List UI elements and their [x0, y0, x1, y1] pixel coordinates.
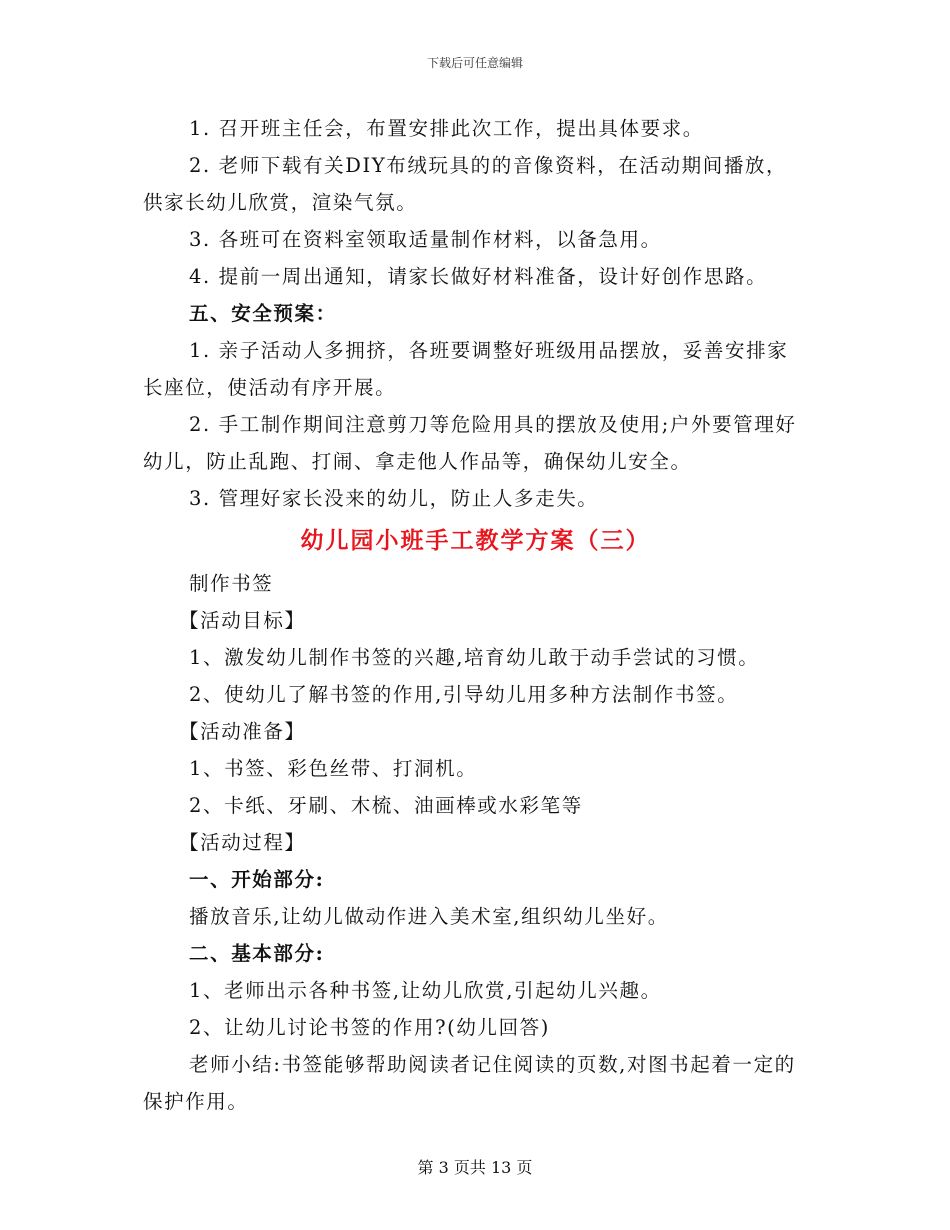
paragraph: 1、书签、彩色丝带、打洞机。	[189, 757, 478, 780]
paragraph: 播放音乐,让幼儿做动作进入美术室,组织幼儿坐好。	[189, 905, 669, 928]
subheading: 【活动过程】	[179, 831, 306, 854]
paragraph: 3. 管理好家长没来的幼儿，防止人多走失。	[189, 487, 599, 510]
paragraph: 4. 提前一周出通知，请家长做好材料准备，设计好创作思路。	[189, 265, 768, 288]
section-heading: 一、开始部分:	[189, 868, 325, 891]
paragraph: 老师小结:书签能够帮助阅读者记住阅读的页数,对图书起着一定的保护作用。	[143, 1053, 796, 1113]
header-note: 下载后可任意编辑	[426, 56, 523, 70]
paragraph: 2. 老师下载有关DIY布绒玩具的的音像资料，在活动期间播放，供家长幼儿欣赏，渲染气氛。	[143, 154, 788, 214]
subheading: 【活动准备】	[179, 720, 306, 743]
paragraph: 1、激发幼儿制作书签的兴趣,培育幼儿敢于动手尝试的习惯。	[189, 646, 760, 669]
section-heading: 二、基本部分:	[189, 942, 325, 965]
document-body	[143, 110, 808, 1120]
section-title: 幼儿园小班手工教学方案（三）	[300, 527, 651, 554]
paragraph: 3. 各班可在资料室领取适量制作材料，以备急用。	[189, 228, 662, 251]
paragraph: 1. 召开班主任会，布置安排此次工作，提出具体要求。	[189, 117, 704, 140]
paragraph: 2. 手工制作期间注意剪刀等危险用具的摆放及使用;户外要管理好幼儿，防止乱跑、打闹、拿走他人作品等，确保幼儿安全。	[143, 413, 797, 473]
paragraph: 制作书签	[189, 572, 274, 595]
paragraph: 2、卡纸、牙刷、木梳、油画棒或水彩笔等	[189, 794, 583, 817]
paragraph: 1、老师出示各种书签,让幼儿欣赏,引起幼儿兴趣。	[189, 979, 662, 1002]
paragraph: 2、让幼儿讨论书签的作用?(幼儿回答)	[189, 1016, 550, 1039]
section-heading: 五、安全预案：	[189, 302, 337, 325]
subheading: 【活动目标】	[179, 609, 306, 632]
paragraph: 2、使幼儿了解书签的作用,引导幼儿用多种方法制作书签。	[189, 683, 739, 706]
paragraph: 1. 亲子活动人多拥挤，各班要调整好班级用品摆放，妥善安排家长座位，使活动有序开展。	[143, 339, 789, 399]
page-number: 第 3 页共 13 页	[417, 1158, 533, 1177]
